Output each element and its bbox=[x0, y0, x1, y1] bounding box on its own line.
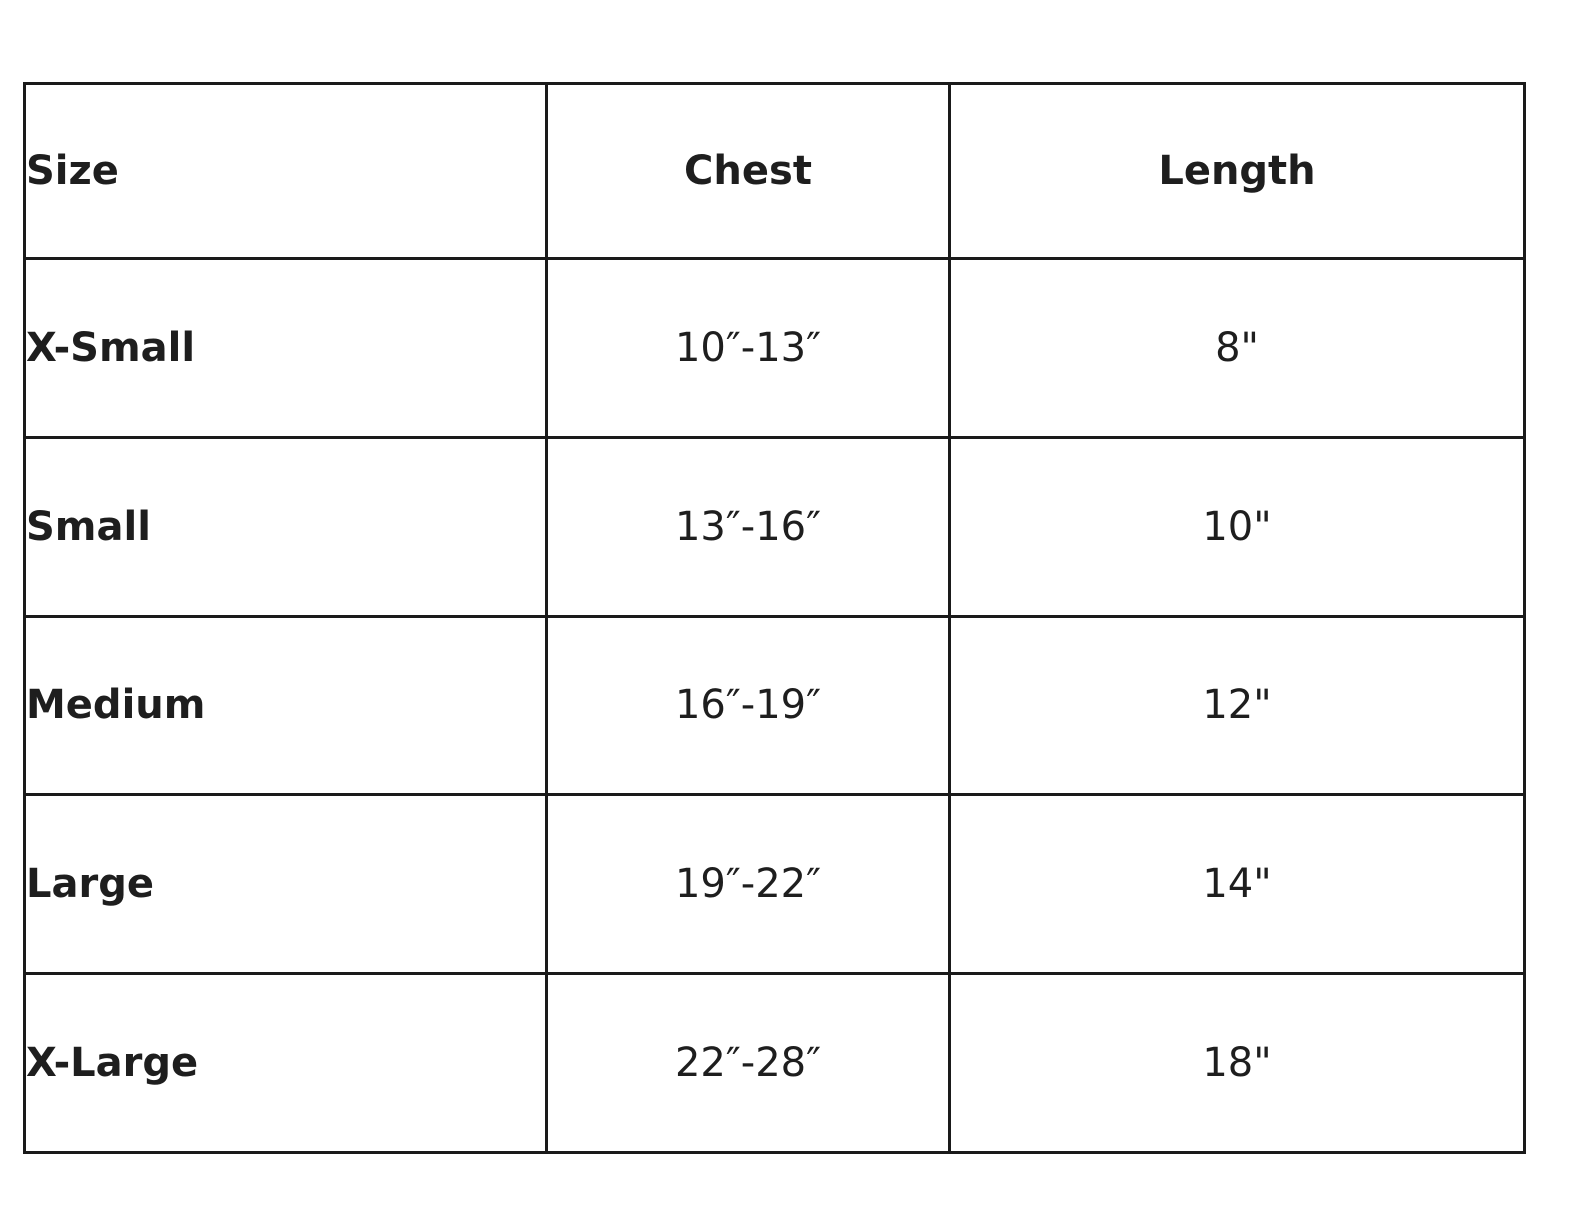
header-size: Size bbox=[25, 84, 547, 259]
size-cell: Medium bbox=[25, 616, 547, 795]
length-cell: 8" bbox=[950, 259, 1525, 438]
length-cell: 12" bbox=[950, 616, 1525, 795]
table-row bbox=[25, 259, 1525, 438]
size-chart-table bbox=[23, 82, 1526, 1154]
table-row bbox=[25, 795, 1525, 974]
chest-cell: 13″-16″ bbox=[547, 437, 950, 616]
header-length: Length bbox=[950, 84, 1525, 259]
length-cell: 18" bbox=[950, 974, 1525, 1153]
chest-cell: 22″-28″ bbox=[547, 974, 950, 1153]
header-chest: Chest bbox=[547, 84, 950, 259]
length-cell: 10" bbox=[950, 437, 1525, 616]
chest-cell: 19″-22″ bbox=[547, 795, 950, 974]
table-row bbox=[25, 974, 1525, 1153]
table-row bbox=[25, 437, 1525, 616]
size-cell: Small bbox=[25, 437, 547, 616]
length-cell: 14" bbox=[950, 795, 1525, 974]
size-cell: Large bbox=[25, 795, 547, 974]
size-cell: X-Small bbox=[25, 259, 547, 438]
chest-cell: 10″-13″ bbox=[547, 259, 950, 438]
table-row bbox=[25, 616, 1525, 795]
size-cell: X-Large bbox=[25, 974, 547, 1153]
chest-cell: 16″-19″ bbox=[547, 616, 950, 795]
table-header-row bbox=[25, 84, 1525, 259]
